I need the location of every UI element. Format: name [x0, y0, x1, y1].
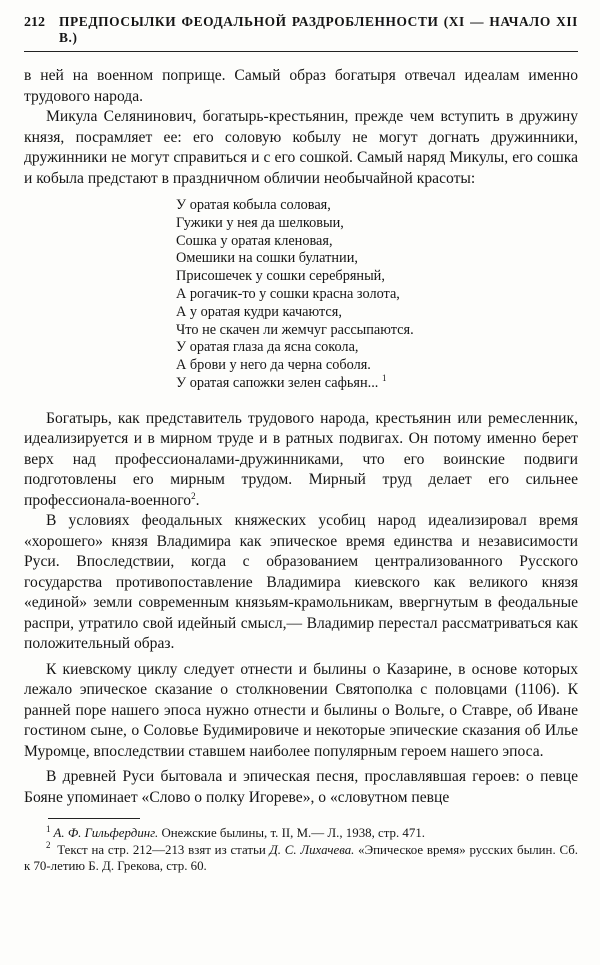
footnote-author: Д. С. Лихачева.: [269, 842, 355, 857]
verse-line: Что не скачен ли жемчуг рассыпаются.: [176, 321, 414, 338]
footnote-ref-1: 1: [381, 373, 387, 384]
footnote-author: А. Ф. Гильфердинг.: [53, 826, 159, 841]
verse-line: А брови у него да черна соболя.: [176, 357, 371, 374]
verse-line: Присошечек у сошки серебряный,: [176, 268, 385, 285]
verse-line: Гужики у нея да шелковыи,: [176, 214, 344, 231]
verse-line-last: [176, 375, 578, 393]
footnote-ref-2: 2: [191, 490, 196, 501]
verse-line: А у оратая кудри качаются,: [176, 303, 342, 320]
running-head: ПРЕДПОСЫЛКИ ФЕОДАЛЬНОЙ РАЗДРОБЛЕННОСТИ (XI — НАЧАЛО XII В.): [59, 14, 578, 45]
footnote-2: [24, 842, 578, 875]
book-page: [24, 14, 578, 875]
verse-line: А рогачик-то у сошки красна золота,: [176, 285, 400, 302]
footnote-text: «Эпическое время» русских былин. Сб. к 70-летию Б. Д. Грекова, стр. 60.: [24, 842, 578, 874]
verse-line: У оратая кобыла соловая,: [176, 197, 331, 213]
page-number: 212: [24, 15, 45, 30]
page-header: [24, 14, 578, 52]
footnote-text: Онежские былины, т. II, М.— Л., 1938, стр. 471.: [158, 826, 425, 841]
footnote-lead: Текст на стр. 212—213 взят из статьи: [53, 842, 270, 857]
verse-line: У оратая глаза да ясна сокола,: [176, 339, 359, 356]
paragraph-5: К киевскому циклу следует отнести и былины о Казарине, в основе которых лежало эпическое сказание о столкновении Святополка с половцами (1106). К ранней поре нашего эпоса нужно отнести и былины о Вольге, о Ставре, об Иване гостином сыне, о Соловье Будимировиче и некоторые эпические сказания об Илье Муромце, впоследствии ставшем наиболее популярным героем нашего эпоса.: [24, 660, 578, 760]
paragraph-2: Микула Селянинович, богатырь-крестьянин, прежде чем вступить в дружину князя, посрамляет ее: его соловую кобылу не могут догнать дружинники, дружинники не могут справиться и с его сошкой. Самый наряд Микулы, его сошка и кобыла предстают в праздничном обличии необычайной красоты:: [24, 108, 578, 187]
footnote-mark: 2: [46, 840, 51, 851]
verse-line: Омешики на сошки булатнии,: [176, 250, 358, 267]
verse-block: [176, 197, 578, 393]
paragraph-3-text: Богатырь, как представитель трудового народа, крестьянин или ремесленник, идеализируется и в мирном труде и в ратных подвигах. Он потому именно берет верх над профессионалами-дружинниками, что его воинские подвиги подготовлены его мирным трудом. Мирный труд делает его сильнее профессионала-военного: [24, 409, 578, 509]
paragraph-1: в ней на военном поприще. Самый образ богатыря отвечал идеалам именно трудового народа.: [24, 67, 578, 105]
paragraph-3: Богатырь, как представитель трудового народа, крестьянин или ремесленник, идеализируется и в мирном труде и в ратных подвигах. Он потому именно берет верх над профессионалами-дружинниками, что его воинские подвиги подготовлены его мирным трудом. Мирный труд делает его сильнее профессионала-военного$^2$.: [24, 409, 578, 509]
footnote-mark: 1: [46, 823, 51, 834]
verse-line-text: У оратая сапожки зелен сафьян...: [176, 374, 379, 391]
paragraph-4: В условиях феодальных княжеских усобиц народ идеализировал время «хорошего» князя Владимира как эпическое время единства и независимости Руси. Впоследствии, когда с образованием централизованного Русского государства противопоставление Владимира киевского как великого князя «единой» земли современным князьям-крамольникам, ввергнутым в феодальные распри, утратило свой идейный смысл,— Владимир перестал рассматриваться как положительный образ.: [24, 512, 578, 653]
paragraph-6: В древней Руси бытовала и эпическая песня, прославлявшая героев: о певце Бояне упоминает «Слово о полку Игореве», о «словутном певце: [24, 768, 578, 806]
footnote-divider: [48, 818, 140, 819]
verse-line: Сошка у оратая кленовая,: [176, 232, 333, 249]
footnote-1: [24, 825, 578, 842]
